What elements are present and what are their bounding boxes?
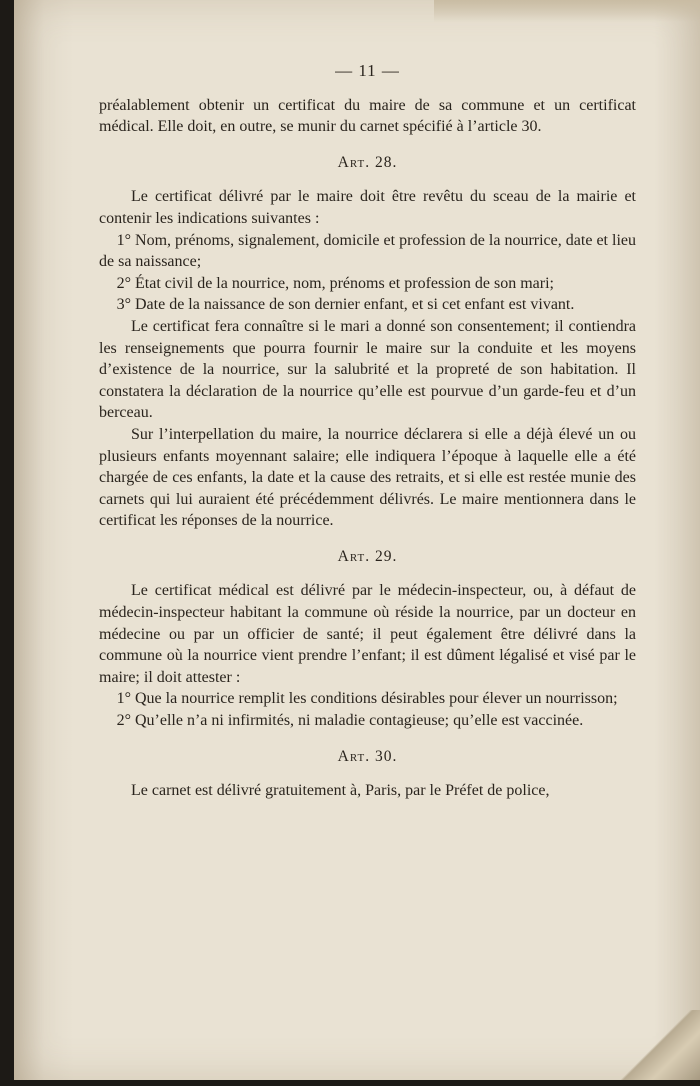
art28-paragraph-3: Sur l’interpellation du maire, la nourrice déclarera si elle a déjà élevé un ou plusieurs enfants moyennant salaire; elle indiquera l’époque à laquelle elle a été chargée de ces enfants, la date et la cause des retraits, et si elle est restée munie des carnets qui lui auraient été précédemment délivrés. Le maire mentionnera dans le certificat les réponses de la nourrice. [99,425,636,530]
page-number: — 11 — [335,61,400,80]
paragraph-continued: préalablement obtenir un certificat du maire de sa commune et un certificat médical. Elle doit, en outre, se munir du carnet spécifié à l’article 30. [99,96,636,136]
folded-corner [610,1010,700,1080]
art28-paragraph-2: Le certificat fera connaître si le mari a donné son consentement; il contiendra les renseignements que pourra fournir le maire sur la conduite et les moyens d’existence de la nourrice, sur la salubrité et la propreté de son habitation. Il constatera la déclaration de la nourrice qu’elle est pourvue d’un garde-feu et d’un berceau. [99,317,636,422]
art28-item-2: 2° État civil de la nourrice, nom, prénoms et profession de son mari; [116,274,554,292]
art28-paragraph-1: Le certificat délivré par le maire doit être revêtu du sceau de la mairie et contenir les indications suivantes : [99,188,636,227]
art30-paragraph-1: Le carnet est délivré gratuitement à, Paris, par le Préfet de police, [131,782,550,800]
art29-item-2: 2° Qu’elle n’a ni infirmités, ni maladie contagieuse; qu’elle est vaccinée. [116,712,584,730]
page-edge-shadow [434,0,700,22]
page-content [99,60,636,802]
article-28-heading: Art. 28. [337,153,398,171]
art29-paragraph-1: Le certificat médical est délivré par le médecin-inspecteur, ou, à défaut de médecin-inspecteur habitant la commune où réside la nourrice, par un docteur en médecine ou par un officier de santé; il peut également être délivré dans la commune où la nourrice vient prendre l’enfant; il est dûment légalisé et visé par le maire; il doit attester : [99,582,636,686]
article-30-heading: Art. 30. [337,747,398,765]
article-29-heading: Art. 29. [337,547,398,565]
art28-item-1: 1° Nom, prénoms, signalement, domicile et profession de la nourrice, date et lieu de sa naissance; [99,231,636,271]
art29-item-1: 1° Que la nourrice remplit les conditions désirables pour élever un nourrisson; [116,690,618,708]
art28-item-3: 3° Date de la naissance de son dernier enfant, et si cet enfant est vivant. [116,296,575,314]
book-page [14,0,700,1080]
